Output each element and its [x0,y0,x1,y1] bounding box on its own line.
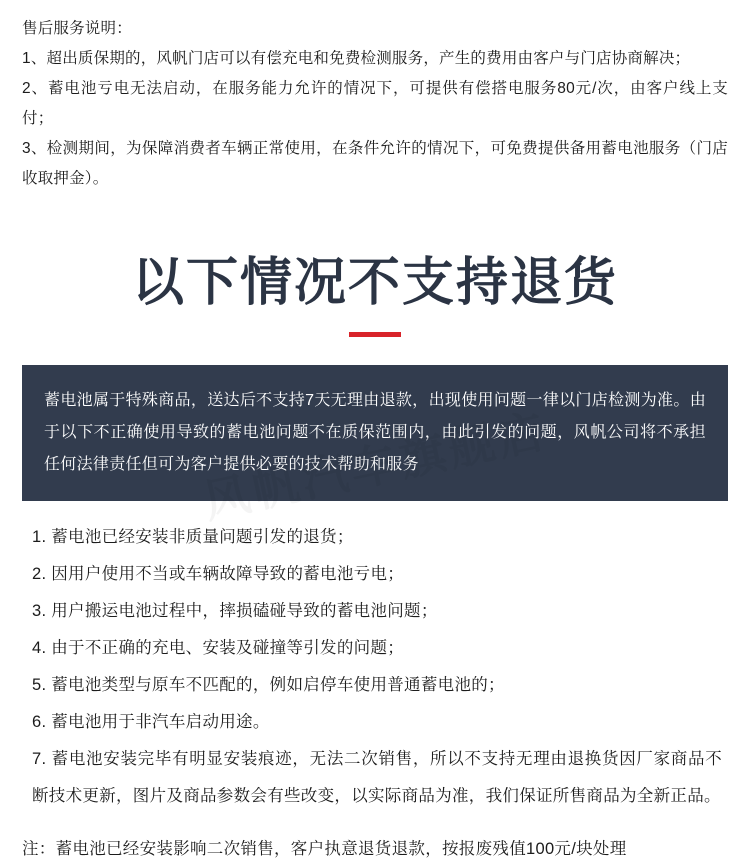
list-item: 2. 因用户使用不当或车辆故障导致的蓄电池亏电； [32,564,405,583]
list-item: 4. 由于不正确的充电、安装及碰撞等引发的问题； [32,638,405,657]
after-sales-list [22,44,728,194]
after-sales-section [22,14,728,194]
reasons-list [22,519,728,815]
list-item: 1、超出质保期的，风帆门店可以有偿充电和免费检测服务，产生的费用由客户与门店协商解决； [22,50,691,67]
list-item: 7. 蓄电池安装完毕有明显安装痕迹，无法二次销售，所以不支持无理由退换货因厂家商品不断技术更新，图片及商品参数会有些改变，以实际商品为准，我们保证所售商品为全新正品。 [32,749,722,805]
list-item: 5. 蓄电池类型与原车不匹配的，例如启停车使用普通蓄电池的； [32,675,505,694]
notice-box: 蓄电池属于特殊商品，送达后不支持7天无理由退款，出现使用问题一律以门店检测为准。由于以下不正确使用导致的蓄电池问题不在质保范围内，由此引发的问题，风帆公司将不承担任何法律责任但可为客户提供必要的技术帮助和服务 [22,365,728,501]
list-item: 1. 蓄电池已经安装非质量问题引发的退货； [32,527,354,546]
footnote: 注：蓄电池已经安装影响二次销售，客户执意退货退款，按报废残值100元/块处理 [22,839,627,858]
title-underline-rule [349,332,401,337]
section-spacer [22,204,728,230]
list-item: 3、检测期间，为保障消费者车辆正常使用，在条件允许的情况下，可免费提供备用蓄电池服务（门店收取押金）。 [22,140,728,187]
no-return-title-block [22,230,728,343]
after-sales-heading: 售后服务说明： [22,20,132,37]
list-item: 2、蓄电池亏电无法启动，在服务能力允许的情况下，可提供有偿搭电服务80元/次，由客户线上支付； [22,80,728,127]
page-title: 以下情况不支持退货 [131,254,618,312]
list-item: 6. 蓄电池用于非汽车启动用途。 [32,712,270,731]
list-item: 3. 用户搬运电池过程中，摔损磕碰导致的蓄电池问题； [32,601,438,620]
